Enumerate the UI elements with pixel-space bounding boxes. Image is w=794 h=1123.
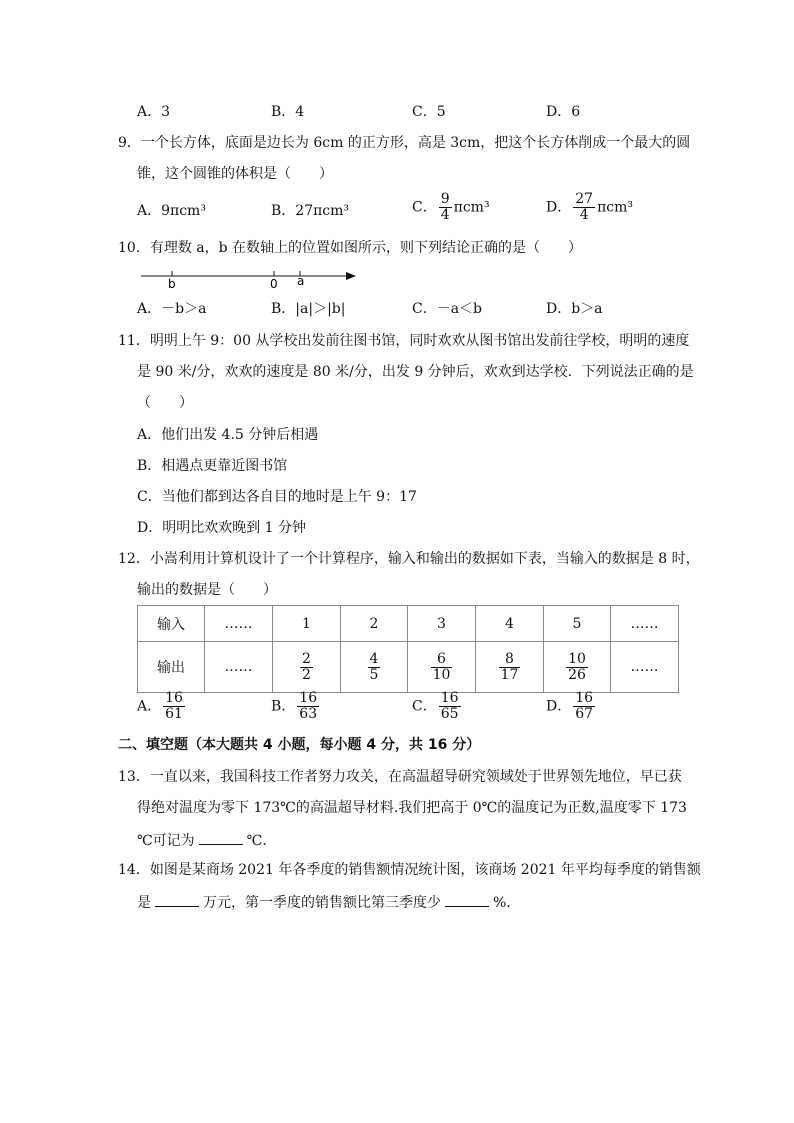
table-cell bbox=[341, 642, 408, 693]
q11-option-c: C．当他们都到达各自目的地时是上午 9：17 bbox=[137, 489, 417, 505]
q14-text: 万元，第一季度的销售额比第三季度少 bbox=[203, 895, 441, 911]
option-fraction bbox=[573, 691, 595, 722]
output-fraction bbox=[368, 652, 381, 683]
table-cell bbox=[408, 642, 476, 693]
fraction-numerator: 10 bbox=[568, 650, 586, 667]
fraction-denominator: 2 bbox=[302, 666, 311, 683]
q11-stem-line1: 11．明明上午 9：00 从学校出发前往图书馆，同时欢欢从图书馆出发前往学校，明明的速度 bbox=[118, 333, 690, 349]
q11-option-b: B．相遇点更靠近图书馆 bbox=[137, 458, 288, 474]
option-label: B． bbox=[271, 698, 296, 715]
fraction-denominator: 5 bbox=[369, 666, 379, 683]
table-cell: 1 bbox=[273, 606, 341, 642]
q11-stem-line3: （ ） bbox=[137, 395, 193, 411]
table-cell: 5 bbox=[544, 606, 611, 642]
q10-option-d: D．b＞a bbox=[546, 301, 603, 317]
table-cell bbox=[273, 642, 341, 693]
fraction-denominator: 26 bbox=[568, 666, 586, 683]
table-row-input bbox=[138, 606, 679, 642]
q9-option-d-unit: πcm³ bbox=[597, 199, 633, 216]
q10-stem-line1: 10．有理数 a，b 在数轴上的位置如图所示，则下列结论正确的是（ ） bbox=[118, 240, 583, 256]
q14-text: %． bbox=[493, 895, 521, 911]
fraction-numerator: 16 bbox=[165, 690, 183, 706]
output-fraction bbox=[300, 652, 313, 683]
q13-stem-line3 bbox=[137, 830, 276, 850]
fraction-numerator: 16 bbox=[575, 690, 594, 706]
q9-option-d-fraction bbox=[573, 192, 595, 223]
output-fraction bbox=[566, 652, 588, 683]
q10-number-line bbox=[137, 266, 362, 290]
q9-option-c-unit: πcm³ bbox=[453, 199, 490, 216]
q14-stem-line1: 14．如图是某商场 2021 年各季度的销售额情况统计图，该商场 2021 年平均每季度的销售额 bbox=[118, 862, 701, 878]
q12-option-b bbox=[271, 691, 321, 722]
answer-blank[interactable] bbox=[199, 830, 243, 845]
q11-option-a: A．他们出发 4.5 分钟后相遇 bbox=[137, 427, 319, 443]
q11-stem-line2: 是 90 米/分，欢欢的速度是 80 米/分，出发 9 分钟后，欢欢到达学校．下列说法正确的是 bbox=[137, 364, 694, 380]
answer-blank[interactable] bbox=[445, 892, 489, 907]
option-fraction bbox=[163, 691, 185, 722]
q9-stem-line2: 锥，这个圆锥的体积是（ ） bbox=[137, 166, 333, 182]
fraction-numerator: 16 bbox=[440, 690, 459, 706]
q9-option-d bbox=[546, 192, 633, 223]
table-cell: 4 bbox=[476, 606, 544, 642]
q14-text: 是 bbox=[137, 895, 151, 911]
q12-stem-line2: 输出的数据是（ ） bbox=[137, 582, 277, 598]
fraction-denominator: 65 bbox=[440, 706, 459, 722]
table-header-output: 输出 bbox=[138, 642, 205, 693]
fraction-denominator: 4 bbox=[579, 207, 589, 223]
fraction-numerator: 27 bbox=[575, 191, 594, 207]
table-cell-ellipsis: …… bbox=[611, 642, 679, 693]
q12-option-a bbox=[137, 691, 187, 722]
table-cell-ellipsis: …… bbox=[611, 606, 679, 642]
table-cell: 2 bbox=[341, 606, 408, 642]
q9-option-c-label: C． bbox=[412, 199, 437, 216]
q9-option-d-label: D． bbox=[546, 199, 572, 216]
q9-option-b: B．27πcm³ bbox=[271, 203, 350, 219]
fraction-numerator: 9 bbox=[440, 191, 450, 207]
q12-option-d bbox=[546, 691, 597, 722]
option-fraction bbox=[439, 691, 461, 722]
q11-option-d: D．明明比欢欢晚到 1 分钟 bbox=[137, 520, 307, 536]
table-cell-ellipsis: …… bbox=[205, 606, 273, 642]
q8-option-a: A．3 bbox=[137, 104, 171, 120]
fraction-denominator: 4 bbox=[440, 207, 450, 223]
option-label: C． bbox=[412, 698, 437, 715]
q8-option-b: B．4 bbox=[271, 104, 305, 120]
q10-option-b: B．|a|＞|b| bbox=[271, 301, 346, 317]
q10-option-a: A．－b＞a bbox=[137, 301, 207, 317]
q12-io-table bbox=[137, 605, 679, 693]
q9-option-c bbox=[412, 192, 490, 223]
output-fraction bbox=[499, 652, 521, 683]
table-cell-ellipsis: …… bbox=[205, 642, 273, 693]
label-zero: 0 bbox=[270, 277, 278, 290]
table-cell: 3 bbox=[408, 606, 476, 642]
table-row-output bbox=[138, 642, 679, 693]
table-header-input: 输入 bbox=[138, 606, 205, 642]
fraction-numerator: 6 bbox=[431, 652, 453, 668]
q8-option-d: D．6 bbox=[546, 104, 581, 120]
fraction-denominator: 67 bbox=[575, 706, 594, 722]
arrow-right-icon bbox=[346, 272, 356, 280]
q13-text: ℃可记为 bbox=[137, 833, 195, 849]
answer-blank[interactable] bbox=[155, 892, 199, 907]
option-fraction bbox=[297, 691, 319, 722]
fraction-denominator: 10 bbox=[432, 666, 451, 683]
output-fraction bbox=[431, 652, 453, 683]
fraction-numerator: 2 bbox=[302, 650, 311, 667]
q9-option-c-fraction bbox=[439, 192, 452, 223]
q13-stem-line1: 13．一直以来，我国科技工作者努力攻关，在高温超导研究领域处于世界领先地位，早已获 bbox=[118, 769, 682, 785]
q12-stem-line1: 12．小嵩利用计算机设计了一个计算程序，输入和输出的数据如下表，当输入的数据是 8 时， bbox=[118, 551, 700, 567]
label-a: a bbox=[297, 274, 305, 288]
label-b: b bbox=[168, 277, 176, 290]
fraction-denominator: 61 bbox=[165, 706, 183, 722]
q14-stem-line2 bbox=[137, 892, 520, 912]
q12-option-c bbox=[412, 691, 463, 722]
option-label: D． bbox=[546, 698, 572, 715]
fraction-numerator: 4 bbox=[369, 650, 379, 667]
q9-option-a: A．9πcm³ bbox=[137, 203, 206, 219]
q13-unit: ℃． bbox=[246, 833, 277, 849]
q8-option-c: C．5 bbox=[412, 104, 446, 120]
table-cell bbox=[476, 642, 544, 693]
q9-stem-line1: 9．一个长方体，底面是边长为 6cm 的正方形，高是 3cm，把这个长方体削成一个最大的圆 bbox=[118, 135, 691, 151]
fraction-numerator: 8 bbox=[499, 652, 521, 668]
fraction-numerator: 16 bbox=[299, 690, 318, 706]
fraction-denominator: 63 bbox=[299, 706, 318, 722]
table-cell bbox=[544, 642, 611, 693]
section-heading-fill-in: 二、填空题（本大题共 4 小题，每小题 4 分，共 16 分） bbox=[118, 737, 481, 753]
q10-option-c: C．－a＜b bbox=[412, 301, 483, 317]
option-label: A． bbox=[137, 698, 162, 715]
fraction-denominator: 17 bbox=[500, 666, 519, 683]
q13-stem-line2: 得绝对温度为零下 173℃的高温超导材料.我们把高于 0℃的温度记为正数,温度零下 173 bbox=[137, 800, 687, 816]
